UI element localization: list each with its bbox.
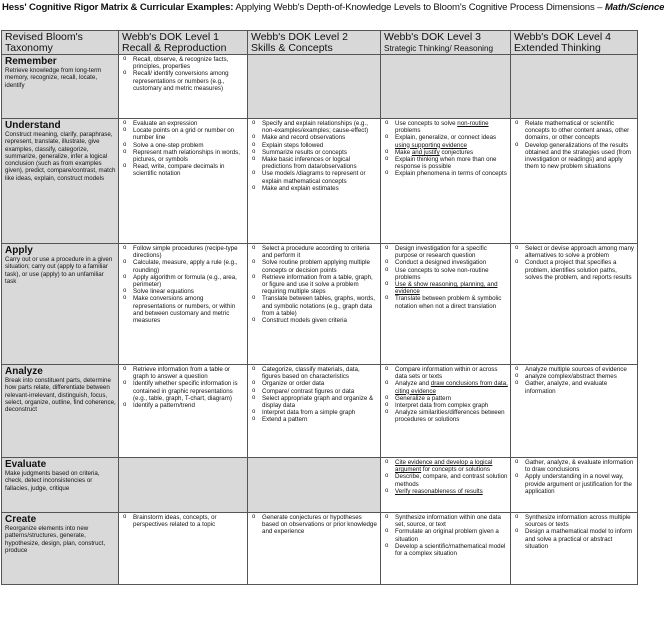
list-item: o Make basic inferences or logical predictions from data/observations xyxy=(251,156,378,170)
category-apply xyxy=(2,244,119,365)
row-create xyxy=(2,513,638,585)
list-item: o Select or devise approach among many alternatives to solve a problem xyxy=(514,245,635,259)
row-understand xyxy=(2,119,638,244)
list-item xyxy=(384,120,508,134)
header-dok2-line2: Skills & Concepts xyxy=(251,42,333,54)
list-item: o Categorize, classify materials, data, figures based on characteristics xyxy=(251,366,378,380)
list-item: o Use models /diagrams to represent or explain mathematical concepts xyxy=(251,170,378,184)
list-item: o Conduct a project that specifies a problem, identifies solution paths, solves the problem, and reports results xyxy=(514,259,635,281)
page-title xyxy=(2,2,664,26)
item-text-underlined: and justify xyxy=(411,148,440,156)
list-item: o Extend a pattern xyxy=(251,416,378,423)
cell-remember-dok2 xyxy=(248,55,381,119)
item-text: conjectures xyxy=(439,148,474,156)
header-dok4-line2: Extended Thinking xyxy=(514,42,601,54)
list-item: o Read, write, compare decimals in scientific notation xyxy=(122,163,245,177)
list-item: o Explain thinking when more than one response is possible xyxy=(384,156,508,170)
list-item xyxy=(384,380,508,394)
list-item: o Construct models given criteria xyxy=(251,317,378,324)
cell-create-dok2 xyxy=(248,513,381,585)
list-item: o Translate between tables, graphs, words, and symbolic notations (e.g., graph data from a table) xyxy=(251,295,378,317)
category-name: Create xyxy=(5,514,37,525)
row-apply xyxy=(2,244,638,365)
header-bloom-line1: Revised Bloom's xyxy=(5,31,83,43)
list-item: o Explain steps followed xyxy=(251,142,378,149)
item-text: problems xyxy=(395,127,421,135)
list-item: o Synthesize information across multiple sources or texts xyxy=(514,514,635,528)
list-item: o Represent math relationships in words, pictures, or symbols xyxy=(122,149,245,163)
category-name: Remember xyxy=(5,56,57,67)
row-analyze xyxy=(2,365,638,458)
list-item: o Use concepts to solve non-routine problems xyxy=(384,267,508,281)
list-item: o Describe, compare, and contrast solution methods xyxy=(384,473,508,487)
cell-understand-dok1 xyxy=(119,119,248,244)
item-text-underlined: Cite evidence and develop a logical argument xyxy=(395,459,493,474)
header-dok2 xyxy=(248,31,381,55)
title-domain: Math/Science xyxy=(604,2,664,13)
item-text-underlined: draw conclusions from data, citing evidence xyxy=(395,380,508,395)
cell-understand-dok2 xyxy=(248,119,381,244)
item-text: Analyze and xyxy=(395,380,431,388)
list-item: o Conduct a designed investigation xyxy=(384,259,508,266)
list-item: o Explain phenomena in terms of concepts xyxy=(384,170,508,177)
list-item: o Use & show reasoning, planning, and evidence xyxy=(384,281,508,295)
cell-evaluate-dok4 xyxy=(511,458,638,513)
list-item: o Specify and explain relationships (e.g., non-examples/examples; cause-effect) xyxy=(251,120,378,134)
header-dok4-line1: Webb's DOK Level 4 xyxy=(514,31,611,43)
category-desc: Reorganize elements into new patterns/structures, generate, hypothesize, design, plan, construct, produce xyxy=(5,525,106,554)
list-item: o Apply algorithm or formula (e.g., area, perimeter) xyxy=(122,274,245,288)
list-item: o Analyze similarities/differences between procedures or solutions xyxy=(384,409,508,423)
cell-evaluate-dok3 xyxy=(381,458,511,513)
cell-analyze-dok2 xyxy=(248,365,381,458)
header-dok3-line1: Webb's DOK Level 3 xyxy=(384,31,481,43)
list-item: o Compare/ contrast figures or data xyxy=(251,388,378,395)
header-dok4 xyxy=(511,31,638,55)
category-desc: Carry out or use a procedure in a given situation; carry out (apply to a familiar task), or use (apply) to an unfamiliar task xyxy=(5,256,113,285)
category-desc: Retrieve knowledge from long-term memory, recognize, recall, locate, identify xyxy=(5,67,102,89)
category-name: Evaluate xyxy=(5,459,47,470)
header-dok1-line2: Recall & Reproduction xyxy=(122,42,227,54)
header-dok3 xyxy=(381,31,511,55)
header-bloom xyxy=(2,31,119,55)
list-item: o Interpret data from a simple graph xyxy=(251,409,378,416)
list-item: o Generalize a pattern xyxy=(384,395,508,402)
header-dok1-line1: Webb's DOK Level 1 xyxy=(122,31,219,43)
category-desc: Break into constituent parts, determine how parts relate, differentiate between relevant-irrelevant, distinguish, focus, select, organize, outline, find coherence, deconstruct xyxy=(5,377,116,414)
list-item: o Interpret data from complex graph xyxy=(384,402,508,409)
item-text: for concepts or solutions xyxy=(421,466,490,474)
list-item: o Recall/ identify conversions among representations or numbers (e.g., customary and metric measures) xyxy=(122,70,245,92)
list-item: o Follow simple procedures (recipe-type directions) xyxy=(122,245,245,259)
list-item: o Gather, analyze, and evaluate information xyxy=(514,380,635,394)
item-text-underlined: non-routine xyxy=(457,120,489,127)
list-item: o Select a procedure according to criteria and perform it xyxy=(251,245,378,259)
category-analyze xyxy=(2,365,119,458)
list-item: o Synthesize information within one data set, source, or text xyxy=(384,514,508,528)
list-item: o Locate points on a grid or number on number line xyxy=(122,127,245,141)
list-item: o Identify whether specific information is contained in graphic representations (e.g., table, graph, T-chart, diagram) xyxy=(122,380,245,402)
category-create xyxy=(2,513,119,585)
cell-create-dok1 xyxy=(119,513,248,585)
category-evaluate xyxy=(2,458,119,513)
list-item: o Make and explain estimates xyxy=(251,185,378,192)
list-item: o Recall, observe, & recognize facts, principles, properties xyxy=(122,56,245,70)
row-remember xyxy=(2,55,638,119)
list-item: o Formulate an original problem given a situation xyxy=(384,528,508,542)
cell-apply-dok3 xyxy=(381,244,511,365)
list-item: o Solve routine problem applying multiple concepts or decision points xyxy=(251,259,378,273)
list-item xyxy=(384,134,508,148)
list-item: o Summarize results or concepts xyxy=(251,149,378,156)
category-name: Apply xyxy=(5,245,33,256)
category-name: Understand xyxy=(5,120,61,131)
list-item xyxy=(384,149,508,156)
cell-create-dok4 xyxy=(511,513,638,585)
cell-analyze-dok4 xyxy=(511,365,638,458)
cell-understand-dok3 xyxy=(381,119,511,244)
list-item: o Calculate, measure, apply a rule (e.g., rounding) xyxy=(122,259,245,273)
category-remember xyxy=(2,55,119,119)
cell-remember-dok3 xyxy=(381,55,511,119)
list-item: o Solve linear equations xyxy=(122,288,245,295)
list-item: o Develop generalizations of the results obtained and the strategies used (from investigation or readings) and apply them to new problem situations xyxy=(514,142,635,171)
list-item: o Translate between problem & symbolic notation when not a direct translation xyxy=(384,295,508,309)
list-item: o Identify a pattern/trend xyxy=(122,402,245,409)
list-item: o Make conversions among representations or numbers, or within and between customary and metric measures xyxy=(122,295,245,324)
cognitive-rigor-matrix xyxy=(1,30,638,585)
cell-analyze-dok1 xyxy=(119,365,248,458)
list-item: o Design a mathematical model to inform and solve a practical or abstract situation xyxy=(514,528,635,550)
list-item: o Develop a scientific/mathematical model for a complex situation xyxy=(384,543,508,557)
title-main: Hess' Cognitive Rigor Matrix & Curricular Examples: xyxy=(2,2,234,13)
item-text-underlined: using supporting evidence xyxy=(395,141,467,149)
cell-evaluate-dok2 xyxy=(248,458,381,513)
list-item: o Retrieve information from a table, graph, or figure and use it solve a problem requiring multiple steps xyxy=(251,274,378,296)
list-item: o Relate mathematical or scientific concepts to other content areas, other domains, or other concepts xyxy=(514,120,635,142)
list-item: o analyze complex/abstract themes xyxy=(514,373,635,380)
cell-apply-dok4 xyxy=(511,244,638,365)
header-dok3-line2: Strategic Thinking/ Reasoning xyxy=(384,44,494,53)
list-item: o Solve a one-step problem xyxy=(122,142,245,149)
list-item: o Retrieve information from a table or graph to answer a question xyxy=(122,366,245,380)
list-item: o Organize or order data xyxy=(251,380,378,387)
list-item: o Make and record observations xyxy=(251,134,378,141)
category-desc: Construct meaning, clarify, paraphrase, represent, translate, illustrate, give examples, classify, categorize, summarize, generalize, infer a logical conclusion (such as from examples given), predict, compare/contrast, match like ideas, explain, construct models xyxy=(5,131,116,182)
header-dok2-line1: Webb's DOK Level 2 xyxy=(251,31,348,43)
category-desc: Make judgments based on criteria, check, detect inconsistencies or fallacies, judge, critique xyxy=(5,470,100,492)
header-dok1 xyxy=(119,31,248,55)
row-evaluate xyxy=(2,458,638,513)
list-item: o Verify reasonableness of results xyxy=(384,488,508,495)
list-item: o Gather, analyze, & evaluate information to draw conclusions xyxy=(514,459,635,473)
list-item: o Brainstorm ideas, concepts, or perspectives related to a topic xyxy=(122,514,245,528)
cell-remember-dok4 xyxy=(511,55,638,119)
item-text: Make xyxy=(395,148,412,156)
list-item: o Apply understanding in a novel way, provide argument or justification for the application xyxy=(514,473,635,495)
item-text: Use concepts to solve xyxy=(395,120,458,127)
cell-remember-dok1 xyxy=(119,55,248,119)
list-item: o Compare information within or across data sets or texts xyxy=(384,366,508,380)
cell-apply-dok1 xyxy=(119,244,248,365)
title-sub: Applying Webb's Depth-of-Knowledge Levels to Bloom's Cognitive Process Dimensions – xyxy=(233,2,605,13)
header-row xyxy=(2,31,638,55)
category-understand xyxy=(2,119,119,244)
list-item: o Select appropriate graph and organize & display data xyxy=(251,395,378,409)
list-item: o Evaluate an expression xyxy=(122,120,245,127)
cell-apply-dok2 xyxy=(248,244,381,365)
header-bloom-line2: Taxonomy xyxy=(5,42,53,54)
cell-understand-dok4 xyxy=(511,119,638,244)
category-name: Analyze xyxy=(5,366,43,377)
item-text: Explain, generalize, or connect ideas xyxy=(395,134,497,142)
cell-evaluate-dok1 xyxy=(119,458,248,513)
cell-create-dok3 xyxy=(381,513,511,585)
list-item: o Analyze multiple sources of evidence xyxy=(514,366,635,373)
cell-analyze-dok3 xyxy=(381,365,511,458)
list-item xyxy=(384,459,508,473)
list-item: o Generate conjectures or hypotheses based on observations or prior knowledge and experience xyxy=(251,514,378,536)
list-item: o Design investigation for a specific purpose or research question xyxy=(384,245,508,259)
